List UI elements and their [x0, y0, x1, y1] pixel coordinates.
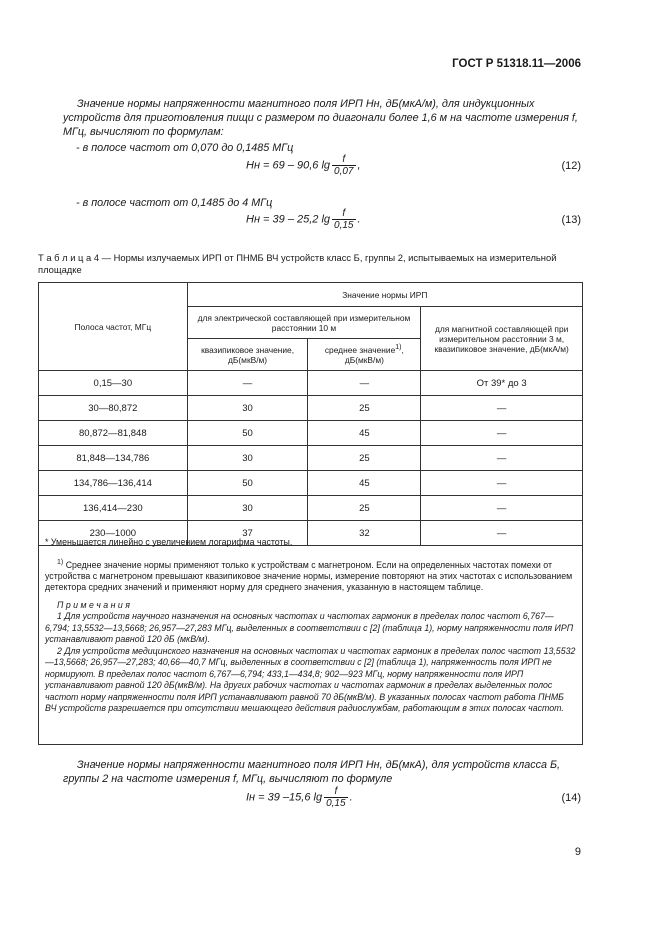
- formula-13-lhs: Hн = 39 – 25,2 lg: [246, 213, 331, 226]
- table-row: [39, 396, 583, 421]
- table-caption: [38, 252, 583, 276]
- cell-average: 25: [308, 446, 421, 471]
- cell-frequency: 81,848—134,786: [39, 446, 188, 471]
- norms-table: [38, 282, 583, 546]
- cell-magnetic: —: [421, 446, 583, 471]
- cell-frequency: 134,786—136,414: [39, 471, 188, 496]
- cell-magnetic: —: [421, 396, 583, 421]
- cell-average: 25: [308, 496, 421, 521]
- footnote-1-text: Среднее значение нормы применяют только к устройствам с магнетроном. Если на определенных частотах помехи от устройства с магнетроном превышают квазипиковое значение нормы, измерение повторяют на этих частотах с использованием детектора средних значений и применяют норму для среднего значения, указанную в настоящем таблице.: [45, 559, 573, 593]
- cell-magnetic: —: [421, 521, 583, 546]
- cell-quasi-peak: 50: [187, 421, 308, 446]
- cell-frequency: 80,872—81,848: [39, 421, 188, 446]
- formula-13-fraction: [332, 208, 355, 231]
- cell-average: 32: [308, 521, 421, 546]
- table-row: [39, 446, 583, 471]
- cell-quasi-peak: 37: [187, 521, 308, 546]
- notes-title: П р и м е ч а н и я: [57, 599, 130, 610]
- intro-paragraph: Значение нормы напряженности магнитного поля ИРП Hн, дБ(мкА/м), для индукционных устройств для приготовления пищи с размером по диагонали более 1,6 м на частоте измерения f, МГц, вычисляют по формулам:: [63, 98, 578, 138]
- cell-frequency: 0,15—30: [39, 371, 188, 396]
- formula-14: [246, 786, 353, 809]
- formula-13-numerator: f: [342, 208, 346, 219]
- equation-number-13: (13): [561, 214, 581, 226]
- table-row: [39, 496, 583, 521]
- formula-12-numerator: f: [342, 154, 346, 165]
- table-caption-prefix: Т а б л и ц а 4 —: [38, 252, 112, 263]
- equation-number-14: (14): [561, 792, 581, 804]
- document-header: ГОСТ Р 51318.11—2006: [452, 58, 581, 70]
- footnote-star: * Уменьшается линейно с увеличением логарифма частоты.: [45, 537, 293, 547]
- cell-average: 45: [308, 471, 421, 496]
- cell-frequency: 230—1000: [39, 521, 188, 546]
- formula-14-fraction: [324, 786, 347, 809]
- header-average-unit: , дБ(мкВ/м): [344, 344, 404, 365]
- cell-quasi-peak: 30: [187, 396, 308, 421]
- band-1-text: - в полосе частот от 0,070 до 0,1485 МГц: [76, 142, 294, 154]
- cell-magnetic: —: [421, 421, 583, 446]
- cell-quasi-peak: 30: [187, 446, 308, 471]
- header-average: [308, 339, 421, 371]
- cell-quasi-peak: —: [187, 371, 308, 396]
- closing-paragraph: Значение нормы напряженности магнитного поля ИРП Hн, дБ(мкА), для устройств класса Б, группы 2 на частоте измерения f, МГц, вычисляют по формуле: [63, 759, 561, 785]
- table-row: [39, 471, 583, 496]
- header-quasi-peak: квазипиковое значение, дБ(мкВ/м): [187, 339, 308, 371]
- header-average-label: среднее значение: [324, 344, 396, 355]
- cell-quasi-peak: 50: [187, 471, 308, 496]
- header-electric-component: для электрической составляющей при измерительном расстоянии 10 м: [187, 307, 421, 339]
- formula-13-tail: .: [357, 213, 361, 226]
- formula-12-denominator: 0,07: [334, 166, 354, 177]
- note-1: 1 Для устройств научного назначения на основных частотах и частотах гармоник в пределах полос частот 6,767—6,794; 13,5532—13,5668; 26,957—27,283 МГц, выделенных в соответствии с [2] (таблица 1), норму напряженности поля ИРП устанавливают равной 120 дБ (мкВ/м).: [45, 611, 574, 645]
- table-notes: [38, 533, 583, 745]
- formula-12-lhs: Hн = 69 – 90,6 lg: [246, 159, 331, 172]
- band-2-text: - в полосе частот от 0,1485 до 4 МГц: [76, 197, 273, 209]
- footnote-1-mark: 1): [57, 558, 64, 566]
- formula-12-fraction: [332, 154, 355, 177]
- table-caption-text: Нормы излучаемых ИРП от ПНМБ ВЧ устройств класс Б, группы 2, испытываемых на измерительной площадке: [38, 252, 557, 275]
- formula-14-lhs: Iн = 39 –15,6 lg: [246, 791, 323, 804]
- header-norm-value: Значение нормы ИРП: [187, 283, 582, 307]
- cell-quasi-peak: 30: [187, 496, 308, 521]
- cell-frequency: 30—80,872: [39, 396, 188, 421]
- cell-magnetic: —: [421, 471, 583, 496]
- footnote-1: [45, 557, 576, 594]
- cell-magnetic: —: [421, 496, 583, 521]
- header-average-footnote-mark: 1): [395, 344, 402, 352]
- header-frequency-band: Полоса частот, МГц: [39, 283, 188, 371]
- formula-14-denominator: 0,15: [326, 798, 346, 809]
- formula-12-tail: ,: [357, 159, 361, 172]
- page-number: 9: [574, 846, 581, 858]
- formula-14-tail: .: [349, 791, 353, 804]
- formula-13-denominator: 0,15: [334, 220, 354, 231]
- table-row: [39, 371, 583, 396]
- table-row: [39, 421, 583, 446]
- cell-average: 25: [308, 396, 421, 421]
- header-magnetic-component: для магнитной составляющей при измерительном расстоянии 3 м, квазипиковое значение, дБ(мкА/м): [421, 307, 583, 371]
- cell-frequency: 136,414—230: [39, 496, 188, 521]
- equation-number-12: (12): [561, 160, 581, 172]
- note-2: 2 Для устройств медицинского назначения на основных частотах и частотах гармоник в пределах полос частот 13,5532—13,5668; 26,957—27,283; 40,66—40,7 МГц, выделенных в соответствии с [2] (таблица 1), напряженность поля ИРП не нормируют. В пределах полос частот 6,767—6,794; 433,1—434,8; 902—923 МГц, норму напряженности поля ИРП устанавливают равной 120 дБ(мкВ/м). На других рабочих частотах и частотах гармоник в пределах выделенных полос частот норму напряженности поля ИРП устанавливают равной 70 дБ(мкВ/м). В указанных полосах частот работа ПНМБ ВЧ устройств разрешается при отсутствии мешающего действия радиослужбам, работающим в этих полосах частот.: [45, 645, 576, 714]
- cell-magnetic: От 39* до 3: [421, 371, 583, 396]
- cell-average: —: [308, 371, 421, 396]
- formula-13: [246, 208, 361, 231]
- formula-12: [246, 154, 361, 177]
- formula-14-numerator: f: [334, 786, 338, 797]
- cell-average: 45: [308, 421, 421, 446]
